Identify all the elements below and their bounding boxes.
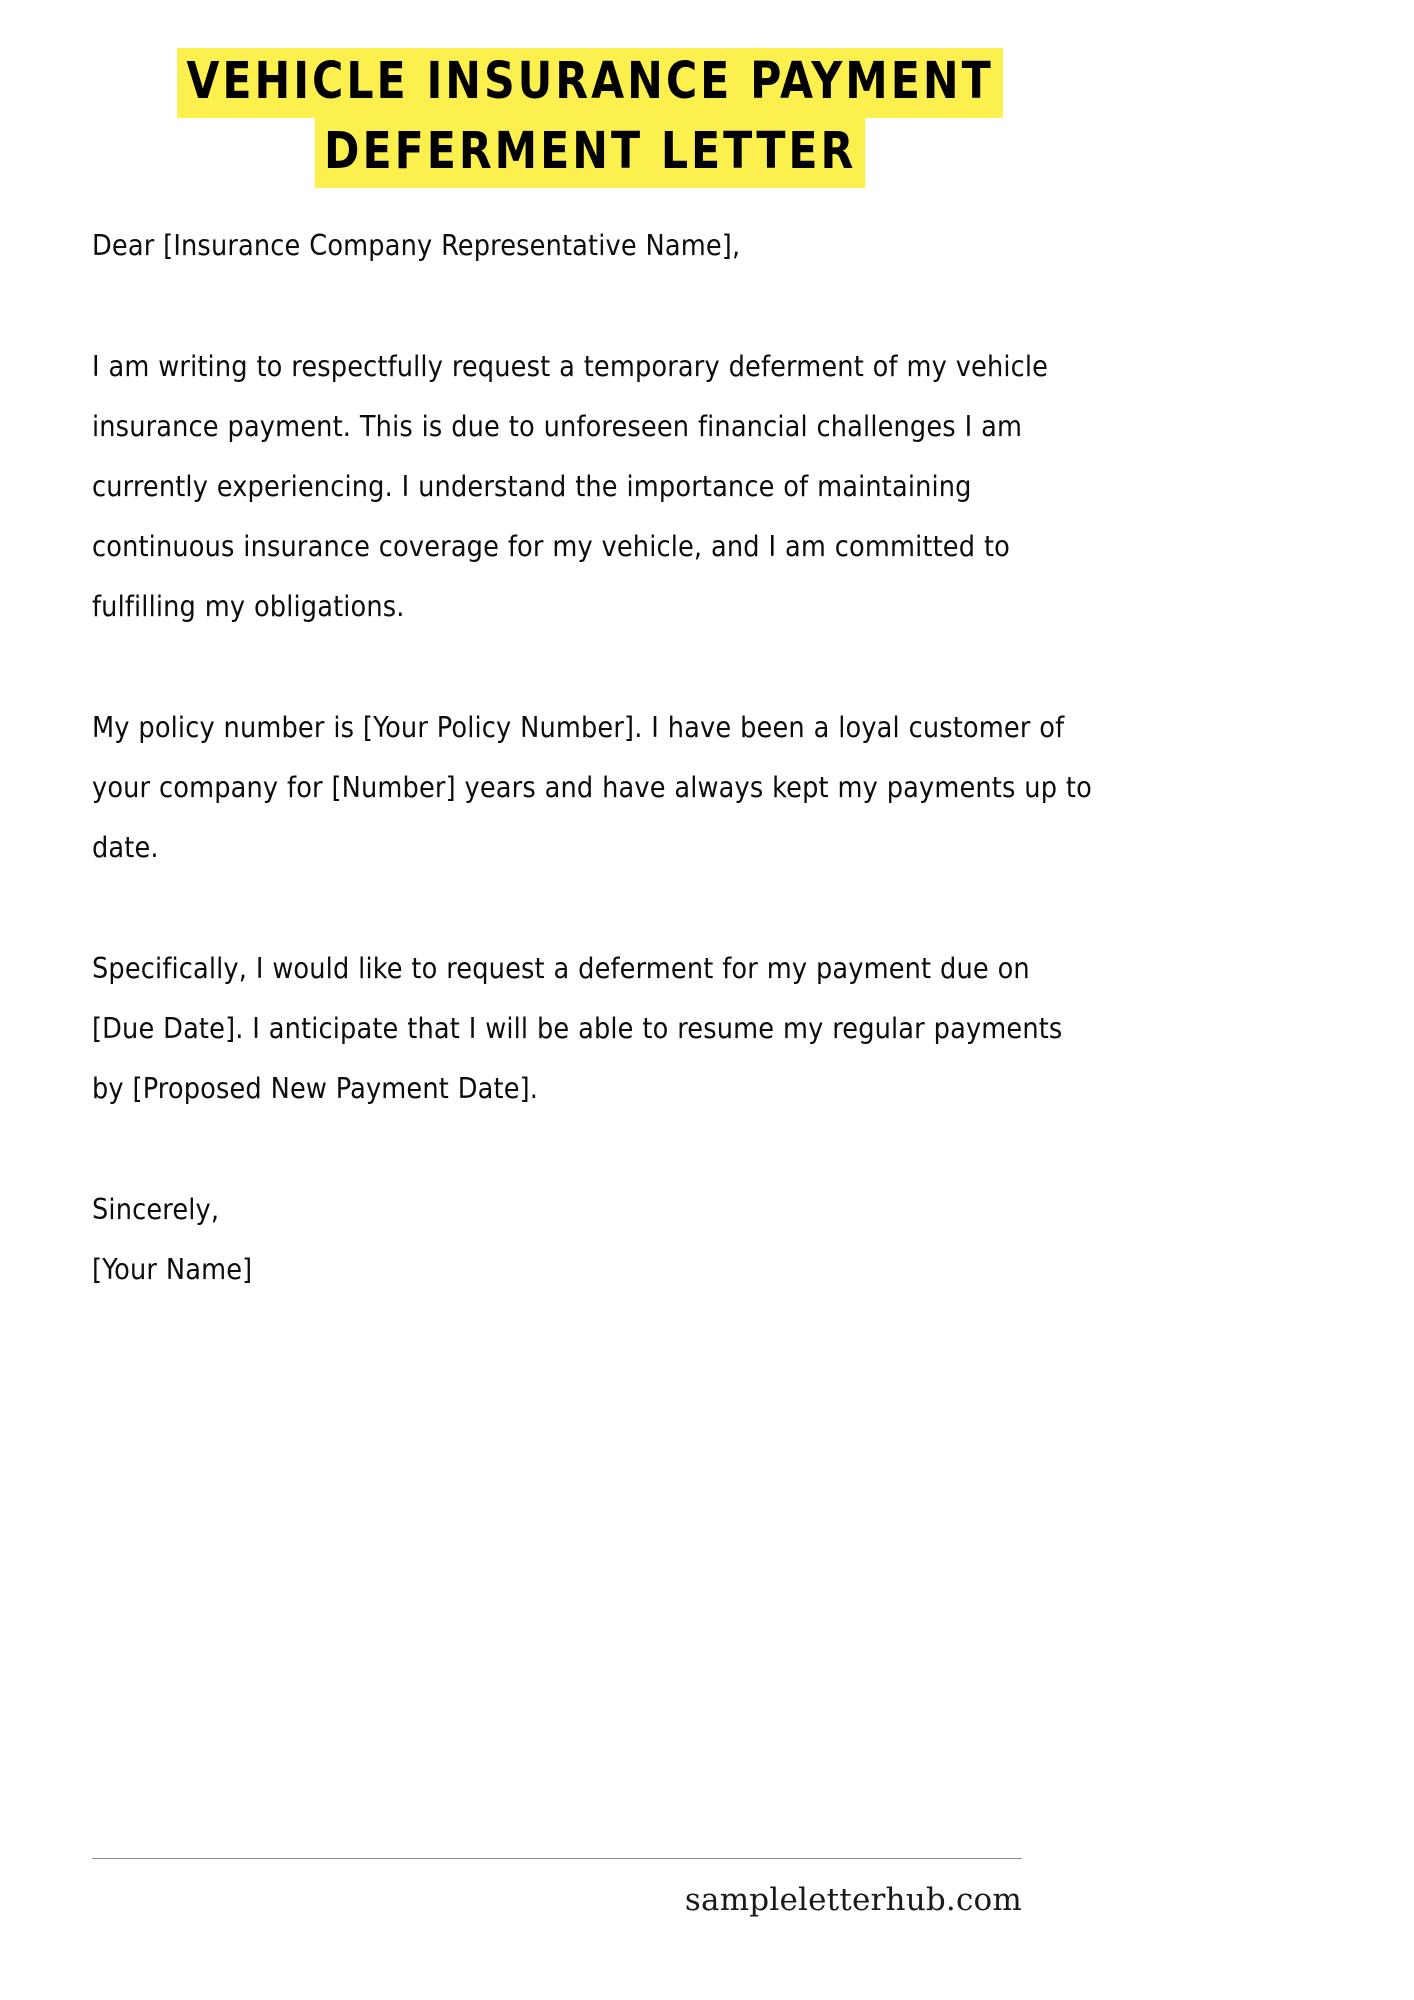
title-line-2: DEFERMENT LETTER xyxy=(315,118,866,188)
paragraph-2: My policy number is [Your Policy Number]. I have been a loyal customer of your company for [Number] years and have always kept my payments up to date. xyxy=(92,711,1092,864)
footer-site-url: sampleletterhub.com xyxy=(684,1882,1022,1918)
paragraph-3: Specifically, I would like to request a deferment for my payment due on [Due Date]. I anticipate that I will be able to resume my regular payments by [Proposed New Payment Date]. xyxy=(92,952,1063,1105)
footer-divider xyxy=(92,1858,1022,1859)
page-title xyxy=(90,48,1090,188)
salutation: Dear [Insurance Company Representative Name], xyxy=(92,229,741,262)
signature-name: [Your Name] xyxy=(92,1253,253,1286)
paragraph-1: I am writing to respectfully request a temporary deferment of my vehicle insurance payment. This is due to unforeseen financial challenges I am currently experiencing. I understand the importance of maintaining continuous insurance coverage for my vehicle, and I am committed to fulfilling my obligations. xyxy=(92,350,1049,623)
letter-body xyxy=(92,216,1092,1300)
valediction: Sincerely, xyxy=(92,1193,220,1226)
title-line-1: VEHICLE INSURANCE PAYMENT xyxy=(177,48,1003,118)
